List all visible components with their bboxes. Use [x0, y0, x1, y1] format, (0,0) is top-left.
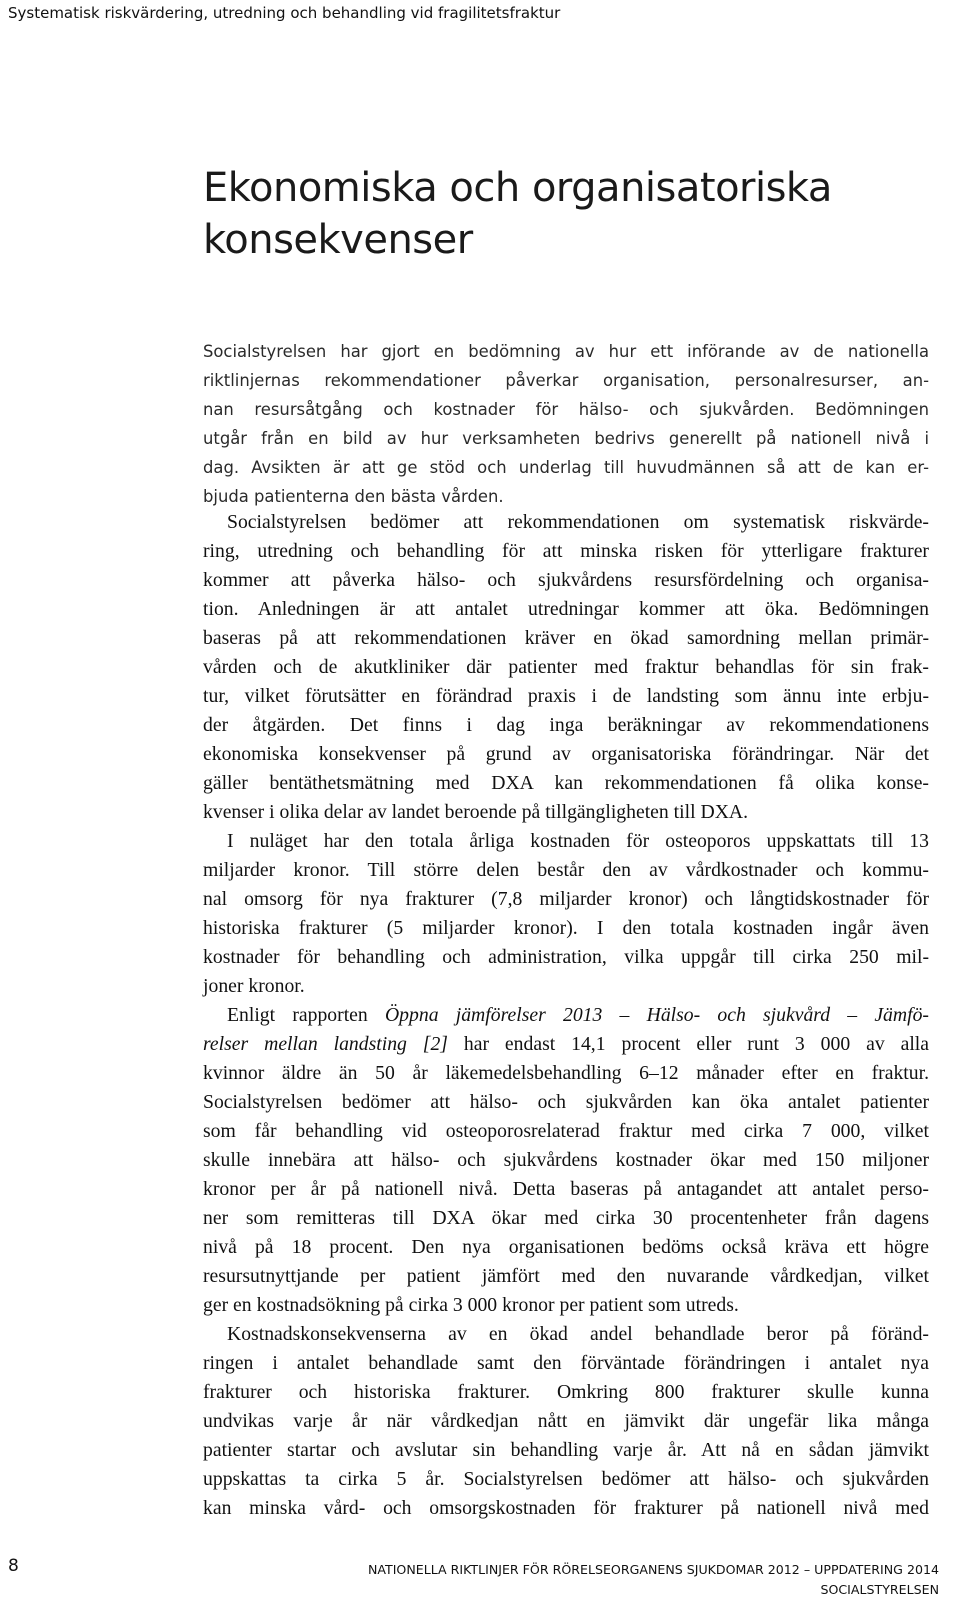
report-title-italic: Öppna jämförelser 2013 – Hälso- och sjukvård – Jämfö-	[384, 1004, 929, 1026]
intro-line: utgår från en bild av hur verksamheten bedrivs generellt på nationell nivå i	[203, 429, 929, 448]
body-line: Socialstyrelsen bedömer att rekommendationen om systematisk riskvärde-	[227, 511, 929, 533]
body-line: ringen i antalet behandlade samt den förväntade förändringen i antalet nya	[203, 1352, 929, 1374]
body-text-run: Enligt rapporten	[227, 1004, 385, 1026]
publication-title: NATIONELLA RIKTLINJER FÖR RÖRELSEORGANENS SJUKDOMAR 2012 – UPPDATERING 2014	[367, 1562, 939, 1577]
body-line	[203, 1001, 929, 1030]
intro-line: Socialstyrelsen har gjort en bedömning av hur ett införande av de nationella	[203, 342, 929, 361]
intro-line: nan resursåtgång och kostnader för hälso- och sjukvården. Bedömningen	[203, 400, 929, 419]
body-line: I nuläget har den totala årliga kostnaden för osteoporos uppskattats till 13	[227, 830, 929, 852]
running-header: Systematisk riskvärdering, utredning och behandling vid fragilitetsfraktur	[8, 4, 561, 22]
intro-paragraph	[203, 337, 929, 511]
body-line: ekonomiska konsekvenser på grund av organisatoriska förändringar. När det	[203, 743, 929, 765]
body-text	[203, 508, 929, 1523]
page-number: 8	[8, 1556, 19, 1576]
body-line: patienter startar och avslutar sin behandling varje år. Att nå en sådan jämvikt	[203, 1439, 929, 1461]
body-line: skulle innebära att hälso- och sjukvårdens kostnader ökar med 150 miljoner	[203, 1149, 929, 1171]
chapter-title-line: Ekonomiska och organisatoriska	[203, 165, 832, 211]
body-line: Kostnadskonsekvenserna av en ökad andel behandlade beror på föränd-	[227, 1323, 929, 1345]
body-line: miljarder kronor. Till större delen består den av vårdkostnader och kommu-	[203, 859, 929, 881]
body-line: som får behandling vid osteoporosrelaterad fraktur med cirka 7 000, vilket	[203, 1120, 929, 1142]
body-line: kvenser i olika delar av landet beroende på tillgängligheten till DXA.	[203, 801, 749, 823]
chapter-title	[203, 162, 923, 266]
report-title-italic: relser mellan landsting [2]	[203, 1033, 448, 1055]
body-line: tur, vilket förutsätter en förändrad praxis i de landsting som ännu inte erbju-	[203, 685, 929, 707]
body-line: undvikas varje år när vårdkedjan nått en jämvikt där ungefär lika många	[203, 1410, 929, 1432]
body-line: joner kronor.	[203, 975, 305, 997]
body-line: tion. Anledningen är att antalet utredningar kommer att öka. Bedömningen	[203, 598, 929, 620]
body-line: kostnader för behandling och administration, vilka uppgår till cirka 250 mil-	[203, 946, 929, 968]
body-line: nivå på 18 procent. Den nya organisationen bedöms också kräva ett högre	[203, 1236, 929, 1258]
body-text-run: har endast 14,1 procent eller runt 3 000 av alla	[447, 1033, 929, 1055]
body-line: resursutnyttjande per patient jämfört med den nuvarande vårdkedjan, vilket	[203, 1265, 929, 1287]
body-line: Socialstyrelsen bedömer att hälso- och sjukvården kan öka antalet patienter	[203, 1091, 929, 1113]
publisher-name: SOCIALSTYRELSEN	[820, 1582, 939, 1597]
body-line: gäller bentäthetsmätning med DXA kan rekommendationen få olika konse-	[203, 772, 929, 794]
chapter-title-line: konsekvenser	[203, 217, 473, 263]
intro-line: bjuda patienterna den bästa vården.	[203, 487, 504, 506]
body-line: kommer att påverka hälso- och sjukvårdens resursfördelning och organisa-	[203, 569, 929, 591]
body-line: der åtgärden. Det finns i dag inga beräkningar av rekommendationens	[203, 714, 929, 736]
body-line: vården och de akutkliniker där patienter med fraktur behandlas för sin frak-	[203, 656, 929, 678]
body-line	[203, 1030, 929, 1059]
body-line: ring, utredning och behandling för att minska risken för ytterligare frakturer	[203, 540, 929, 562]
body-line: kvinnor äldre än 50 år läkemedelsbehandling 6–12 månader efter en fraktur.	[203, 1062, 929, 1084]
intro-line: riktlinjernas rekommendationer påverkar organisation, personalresurser, an-	[203, 371, 929, 390]
intro-line: dag. Avsikten är att ge stöd och underlag till huvudmännen så att de kan er-	[203, 458, 929, 477]
body-line: kronor per år på nationell nivå. Detta baseras på antagandet att antalet perso-	[203, 1178, 929, 1200]
body-line: uppskattas ta cirka 5 år. Socialstyrelsen bedömer att hälso- och sjukvården	[203, 1468, 929, 1490]
body-line: frakturer och historiska frakturer. Omkring 800 frakturer skulle kunna	[203, 1381, 929, 1403]
body-line: nal omsorg för nya frakturer (7,8 miljarder kronor) och långtidskostnader för	[203, 888, 929, 910]
body-line: historiska frakturer (5 miljarder kronor). I den totala kostnaden ingår även	[203, 917, 929, 939]
body-line: kan minska vård- och omsorgskostnaden för frakturer på nationell nivå med	[203, 1497, 929, 1519]
footer-publication	[368, 1560, 939, 1600]
body-line: baseras på att rekommendationen kräver en ökad samordning mellan primär-	[203, 627, 929, 649]
body-line: ger en kostnadsökning på cirka 3 000 kronor per patient som utreds.	[203, 1294, 739, 1316]
body-line: ner som remitteras till DXA ökar med cirka 30 procentenheter från dagens	[203, 1207, 929, 1229]
